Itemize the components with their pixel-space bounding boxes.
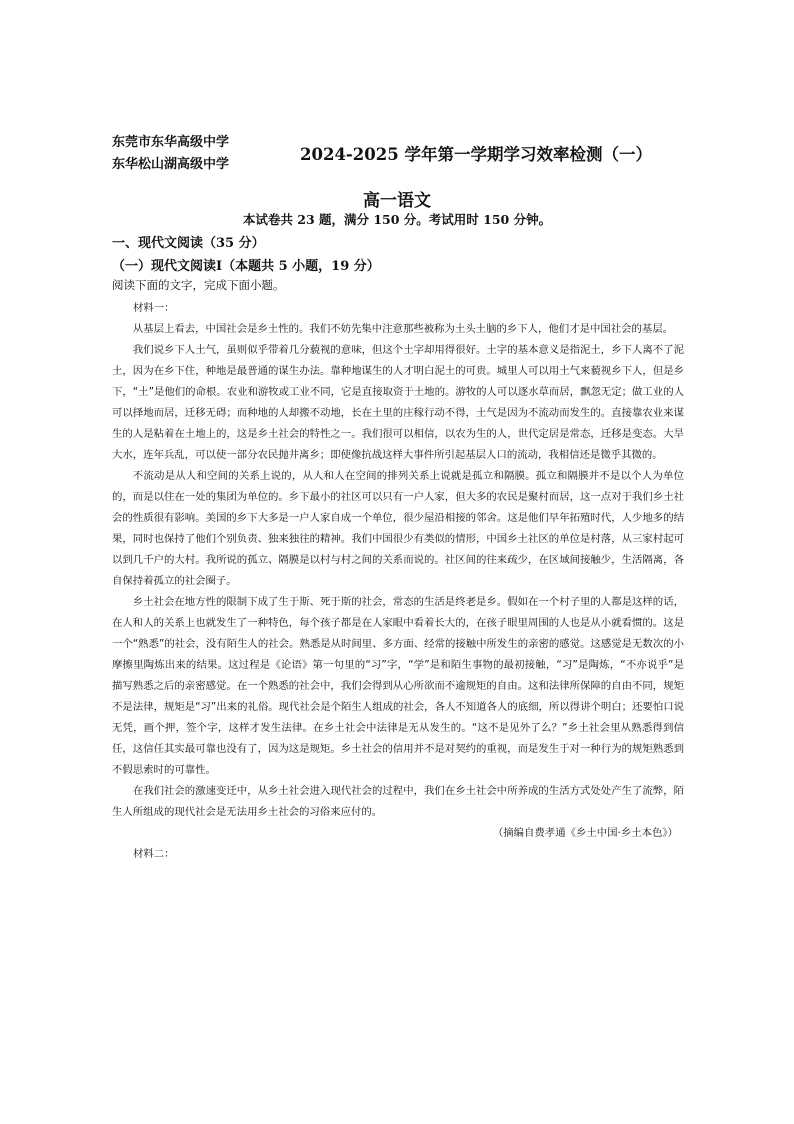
school-name-1: 东莞市东华高级中学 <box>112 135 230 150</box>
paragraph-4: 乡土社会在地方性的限制下成了生于斯、死于斯的社会，常态的生活是终老是乡。假如在一个村子里的人都是这样的话，在人和人的关系上也就发生了一种特色，每个孩子都是在人家眼中看着长大的，在孩子眼里周围的人也是从小就看惯的。这是一个“熟悉”的社会，没有陌生人的社会。熟悉是从时间里、多方面、经常的接触中所发生的亲密的感觉。这感觉是无数次的小摩擦里陶炼出来的结果。这过程是《论语》第一句里的“习”字，“学”是和陌生事物的最初接触，“习”是陶炼，“不亦说乎”是描写熟悉之后的亲密感觉。在一个熟悉的社会中，我们会得到从心所欲而不逾规矩的自由。这和法律所保障的自由不同，规矩不是法律，规矩是“习”出来的礼俗。现代社会是个陌生人组成的社会，各人不知道各人的底细，所以得讲个明白；还要怕口说无凭，画个押，签个字，这样才发生法律。在乡土社会中法律是无从发生的。“这不是见外了么？”乡土社会里从熟悉得到信任，这信任其实最可靠也没有了，因为这是规矩。乡土社会的信用并不是对契约的重视，而是发生于对一种行为的规矩熟悉到不假思索时的可靠性。 <box>112 596 684 776</box>
subsection-title: （一）现代文阅读Ⅰ（本题共 5 小题，19 分） <box>112 259 380 274</box>
reading-instruction: 阅读下面的文字，完成下面小题。 <box>112 278 285 292</box>
paragraph-5: 在我们社会的激速变迁中，从乡土社会进入现代社会的过程中，我们在乡土社会中所养成的生活方式处处产生了流弊，陌生人所组成的现代社会是无法用乡土社会的习俗来应付的。 <box>112 785 684 818</box>
paragraph-3: 不流动是从人和空间的关系上说的，从人和人在空间的排列关系上说就是孤立和隔膜。孤立和隔膜并不是以个人为单位的，而是以住在一处的集团为单位的。乡下最小的社区可以只有一户人家，但大多的农民是聚村而居，这一点对于我们乡土社会的性质很有影响。美国的乡下大多是一户人家自成一个单位，很少屋沿相接的邻舍。这是他们早年拓殖时代，人少地多的结果，同时也保持了他们个别负责、独来独往的精神。我们中国很少有类似的情形，中国乡土社区的单位是村落，从三家村起可以到几千户的大村。我所说的孤立、隔膜是以村与村之间的关系而说的。社区间的往来疏少，在区域间接触少，生活隔离，各自保持着孤立的社会圈子。 <box>112 470 684 587</box>
subject-title: 高一语文 <box>363 191 431 211</box>
material-1-label: 材料一： <box>133 302 175 314</box>
exam-title: 2024-2025 学年第一学期学习效率检测（一） <box>300 145 652 164</box>
section-title: 一、现代文阅读（35 分） <box>112 236 265 251</box>
reading-passage <box>112 298 684 865</box>
material-2-label: 材料二： <box>133 848 175 860</box>
paragraph-2: 我们说乡下人土气，虽则似乎带着几分藐视的意味，但这个土字却用得很好。土字的基本意义是指泥土，乡下人离不了泥土，因为在乡下住，种地是最普通的谋生办法。靠种地谋生的人才明白泥土的可贵。城里人可以用土气来藐视乡下人，但是乡下，“土”是他们的命根。农业和游牧或工业不同，它是直接取资于土地的。游牧的人可以逐水草而居，飘忽无定；做工业的人可以择地而居，迁移无碍；而种地的人却搬不动地，长在土里的庄稼行动不得，土气是因为不流动而发生的。直接靠农业来谋生的人是粘着在土地上的，这是乡土社会的特性之一。我们很可以相信，以农为生的人，世代定居是常态，迁移是变态。大旱大水，连年兵乱，可以使一部分农民抛井离乡；即使像抗战这样大事件所引起基层人口的流动，我相信还是微乎其微的。 <box>112 344 684 461</box>
material-1-source: （摘编自费孝通《乡土中国·乡土本色》） <box>492 827 678 839</box>
school-name-2: 东华松山湖高级中学 <box>112 157 230 172</box>
exam-info: 本试卷共 23 题，满分 150 分。考试用时 150 分钟。 <box>242 212 552 227</box>
paragraph-1: 从基层上看去，中国社会是乡土性的。我们不妨先集中注意那些被称为土头土脑的乡下人，他们才是中国社会的基层。 <box>132 323 674 335</box>
school-names <box>112 132 229 176</box>
